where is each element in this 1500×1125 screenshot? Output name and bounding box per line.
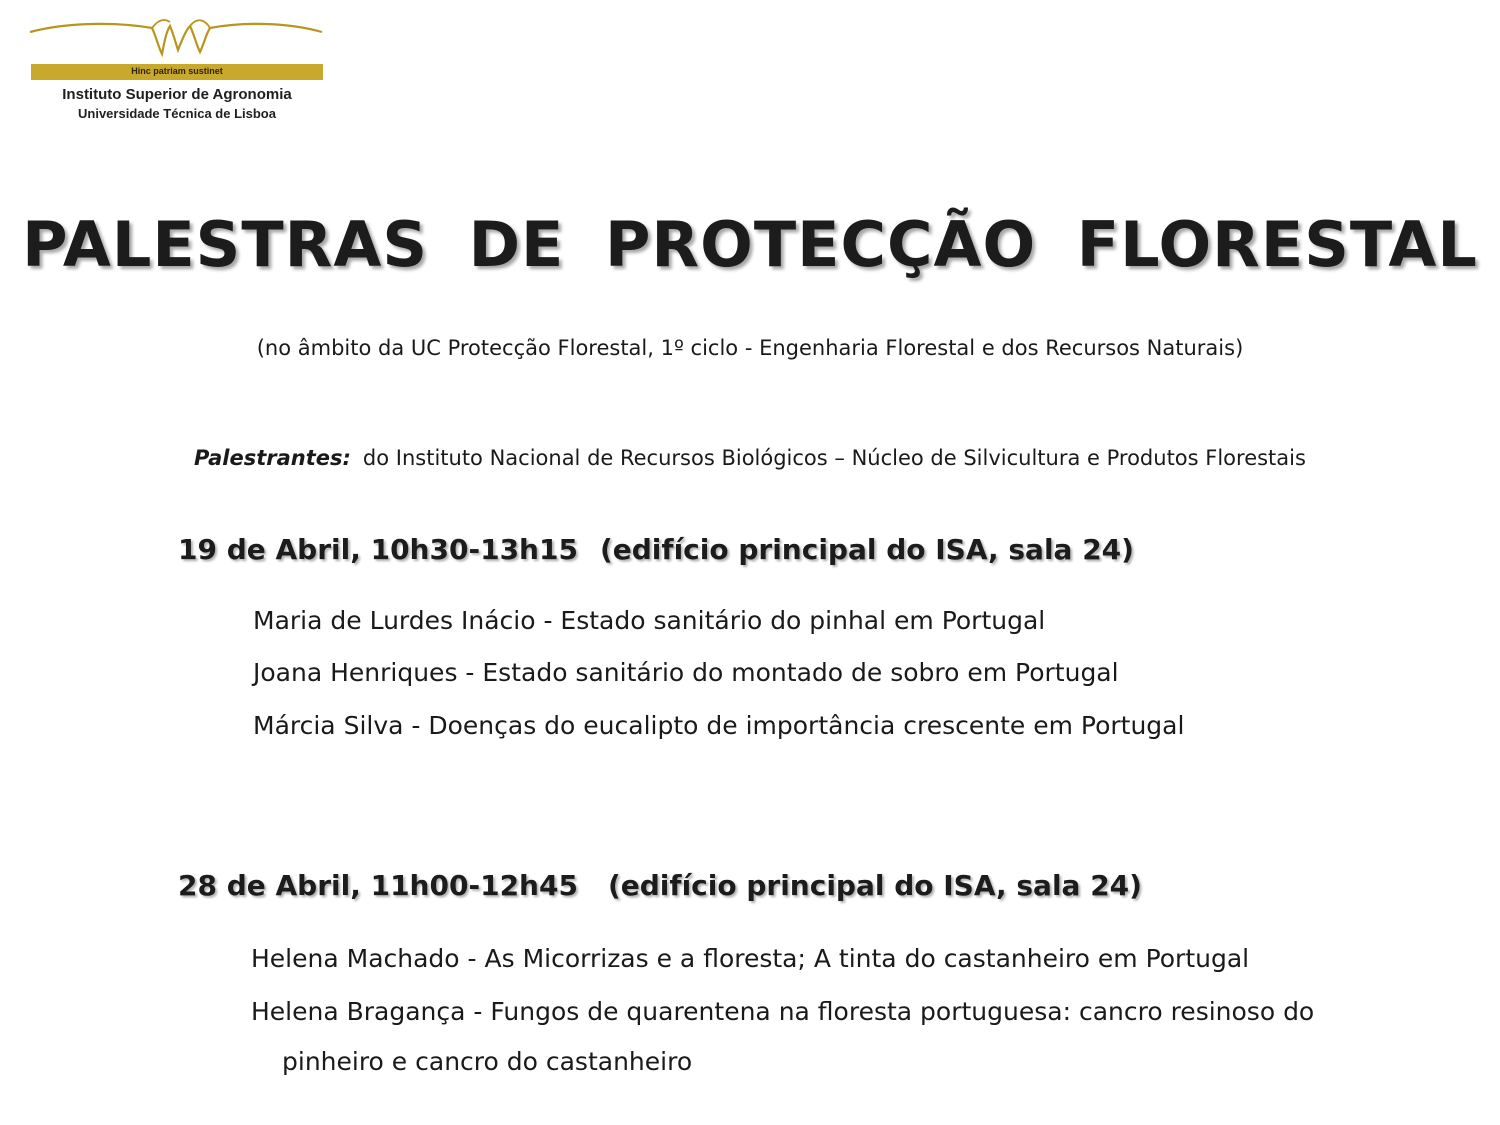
talk-item: Márcia Silva - Doenças do eucalipto de importância crescente em Portugal [253,711,1185,740]
session-location: (edifício principal do ISA, sala 24) [607,869,1142,902]
logo-university-name: Universidade Técnica de Lisboa [78,106,276,121]
talk-item: Maria de Lurdes Inácio - Estado sanitário do pinhal em Portugal [253,606,1046,635]
bird-emblem-icon [28,14,324,64]
talk-item: Helena Machado - As Micorrizas e a floresta; A tinta do castanheiro em Portugal [251,944,1250,973]
speakers-label: Palestrantes: [194,446,351,470]
session-datetime: 19 de Abril, 10h30-13h15 [178,533,578,566]
session-heading [178,869,1142,902]
session-datetime: 28 de Abril, 11h00-12h45 [178,869,578,902]
speakers-line [0,446,1500,470]
logo-institution-name: Instituto Superior de Agronomia [62,86,292,103]
logo-motto: Hinc patriam sustinet [131,66,223,76]
subtitle: (no âmbito da UC Protecção Florestal, 1º ciclo - Engenharia Florestal e dos Recursos Naturais) [256,336,1244,360]
talk-item: Joana Henriques - Estado sanitário do montado de sobro em Portugal [253,658,1119,687]
talk-item: Helena Bragança - Fungos de quarentena na floresta portuguesa: cancro resinoso do [251,997,1315,1026]
institution-logo [28,14,328,124]
speakers-text: do Instituto Nacional de Recursos Biológicos – Núcleo de Silvicultura e Produtos Florestais [362,446,1306,470]
talk-item-continuation: pinheiro e cancro do castanheiro [282,1047,693,1076]
session-location: (edifício principal do ISA, sala 24) [599,533,1134,566]
page-title: PALESTRAS DE PROTECÇÃO FLORESTAL [22,208,1478,281]
session-heading [178,533,1134,566]
